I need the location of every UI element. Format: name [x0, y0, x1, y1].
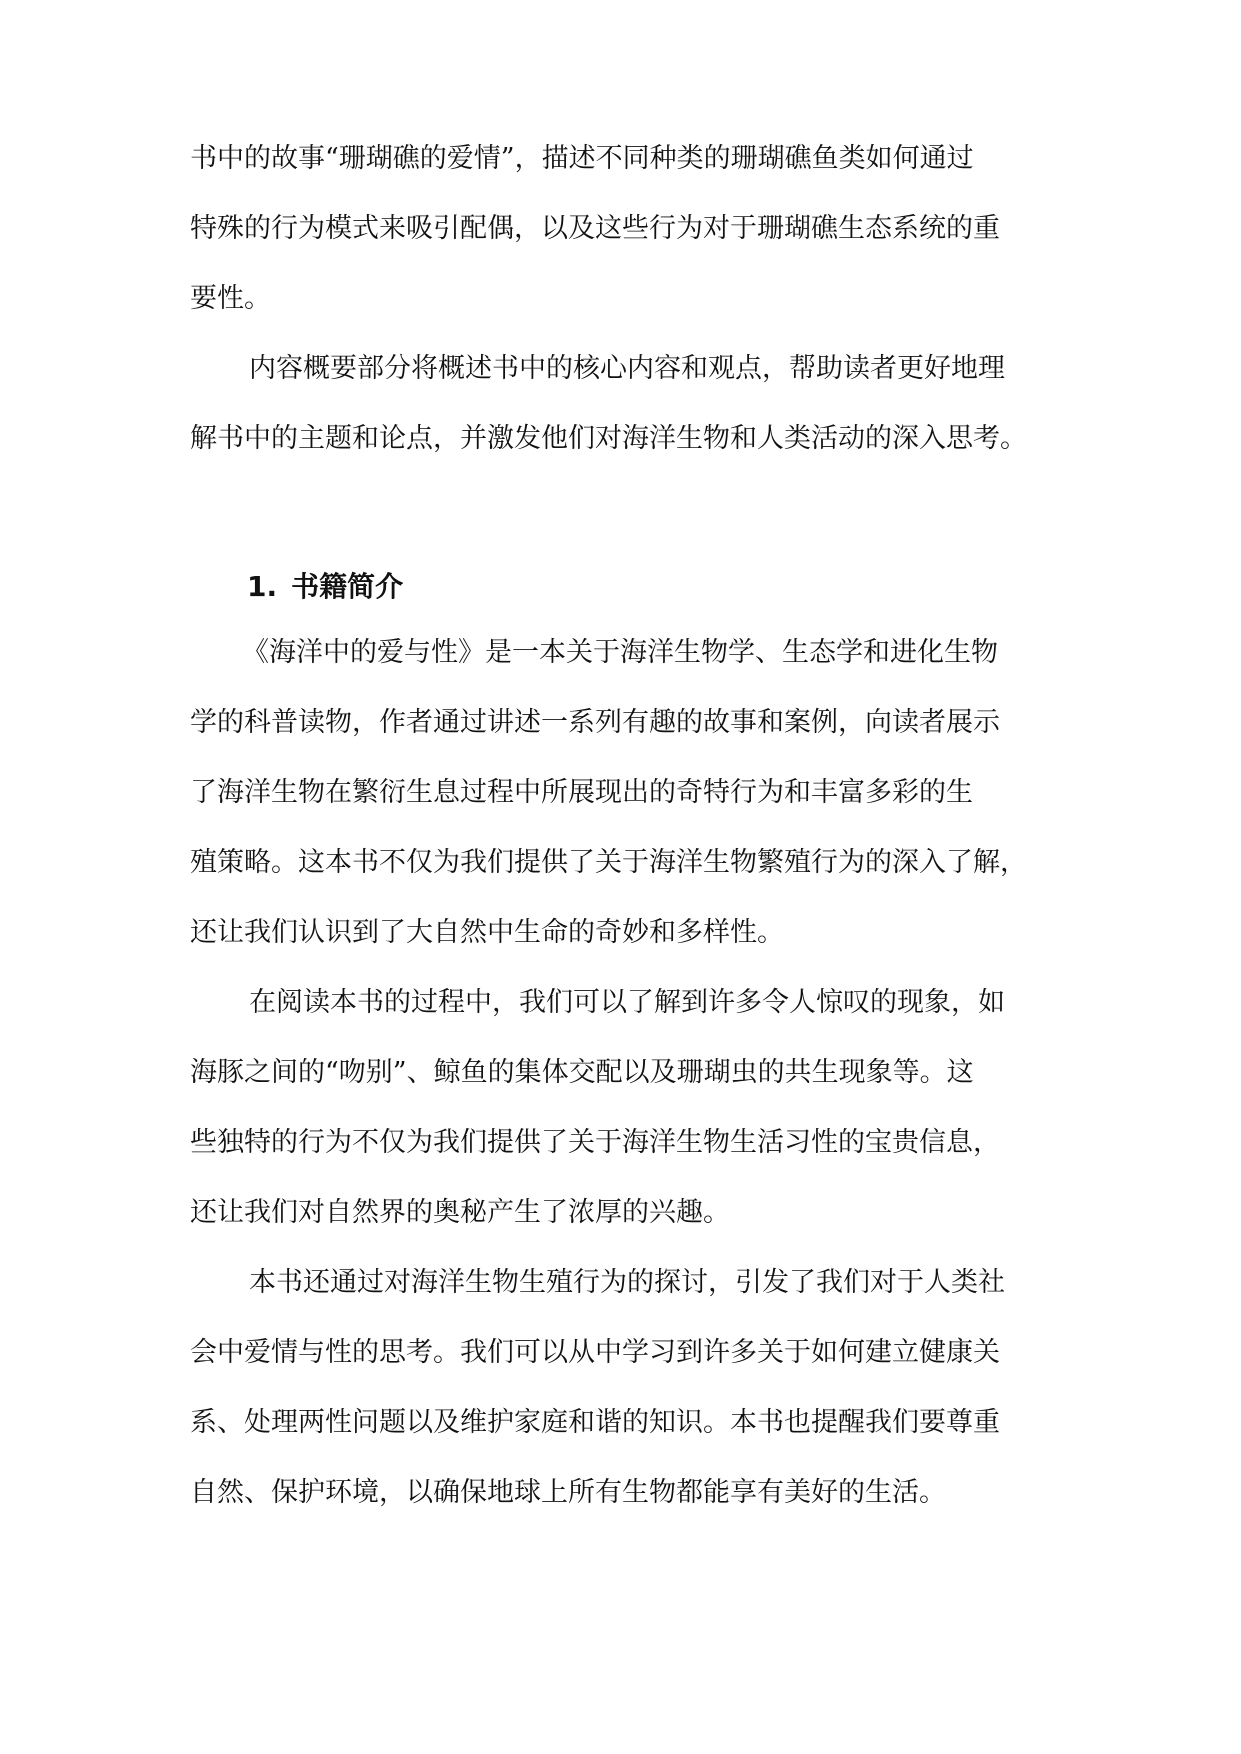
- paragraph-line: 学的科普读物，作者通过讲述一系列有趣的故事和案例，向读者展示: [190, 707, 1000, 738]
- paragraph-line: 还让我们对自然界的奥秘产生了浓厚的兴趣。: [190, 1197, 730, 1228]
- paragraph-line: 本书还通过对海洋生物生殖行为的探讨，引发了我们对于人类社: [249, 1267, 1005, 1298]
- paragraph-line: 在阅读本书的过程中，我们可以了解到许多令人惊叹的现象，如: [249, 987, 1005, 1018]
- paragraph-line: 系、处理两性问题以及维护家庭和谐的知识。本书也提醒我们要尊重: [190, 1407, 1000, 1438]
- paragraph-line: 还让我们认识到了大自然中生命的奇妙和多样性。: [190, 917, 784, 948]
- section-title: 书籍简介: [291, 570, 404, 603]
- paragraph-line: 了海洋生物在繁衍生息过程中所展现出的奇特行为和丰富多彩的生: [190, 777, 973, 808]
- paragraph-line: 《海洋中的爱与性》是一本关于海洋生物学、生态学和进化生物: [242, 637, 998, 668]
- paragraph-line: 解书中的主题和论点，并激发他们对海洋生物和人类活动的深入思考。: [190, 423, 1027, 454]
- section-number: 1.: [247, 570, 278, 603]
- paragraph-line: 殖策略。这本书不仅为我们提供了关于海洋生物繁殖行为的深入了解，: [190, 847, 1027, 878]
- paragraph-line: 些独特的行为不仅为我们提供了关于海洋生物生活习性的宝贵信息，: [190, 1127, 1000, 1158]
- paragraph-line: 自然、保护环境，以确保地球上所有生物都能享有美好的生活。: [190, 1477, 946, 1508]
- paragraph-line: 海豚之间的“吻别”、鲸鱼的集体交配以及珊瑚虫的共生现象等。这: [190, 1057, 974, 1088]
- paragraph-line: 内容概要部分将概述书中的核心内容和观点，帮助读者更好地理: [249, 353, 1005, 384]
- paragraph-line: 特殊的行为模式来吸引配偶，以及这些行为对于珊瑚礁生态系统的重: [190, 213, 1000, 244]
- section-heading: [247, 565, 403, 605]
- paragraph-line: 书中的故事“珊瑚礁的爱情”，描述不同种类的珊瑚礁鱼类如何通过: [190, 143, 974, 174]
- paragraph-line: 会中爱情与性的思考。我们可以从中学习到许多关于如何建立健康关: [190, 1337, 1000, 1368]
- paragraph-line: 要性。: [190, 283, 271, 314]
